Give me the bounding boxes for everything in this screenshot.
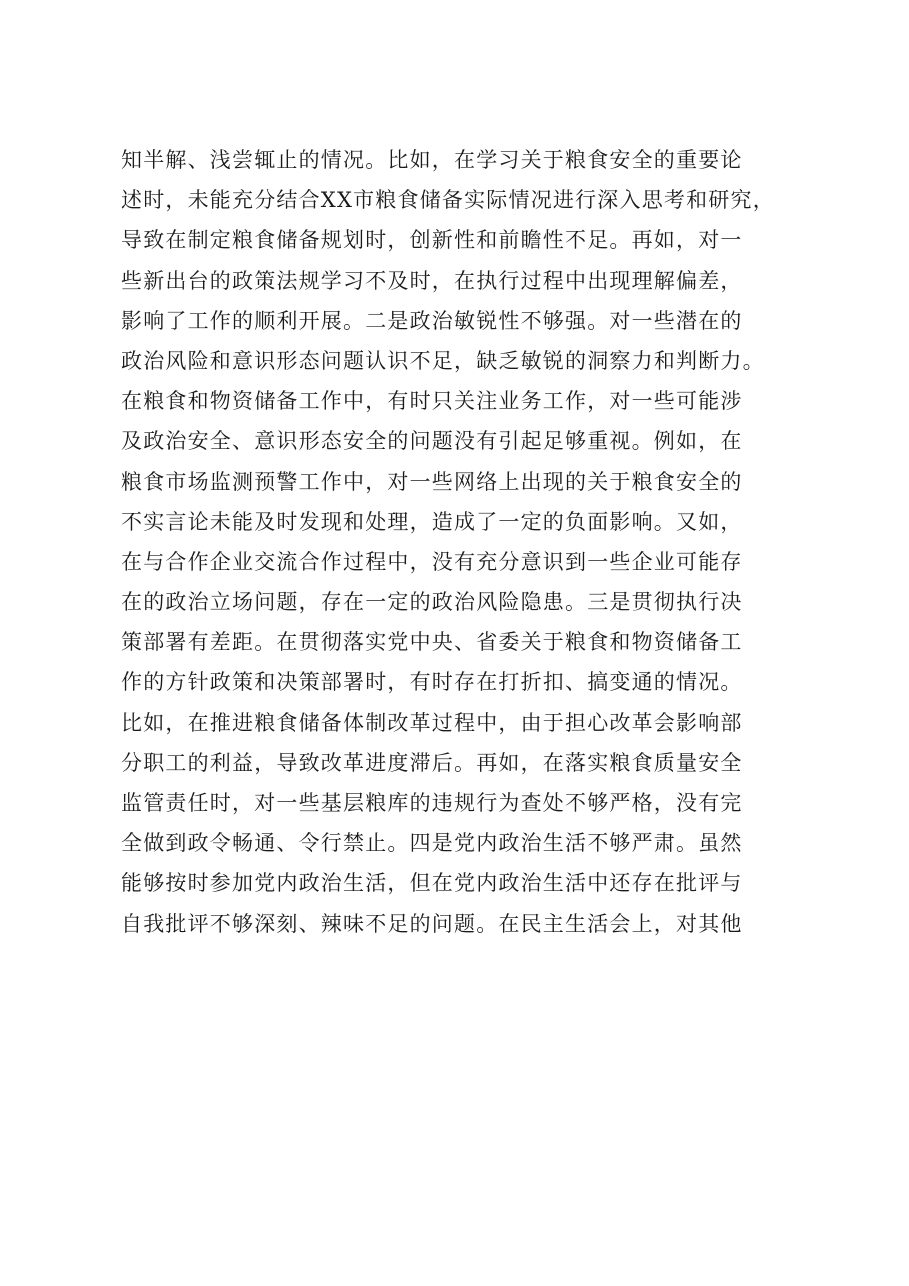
text-line: 知半解、浅尝辄止的情况。比如，在学习关于粮食安全的重要论 <box>121 148 743 172</box>
text-line: 粮食市场监测预警工作中，对一些网络上出现的关于粮食安全的 <box>121 469 743 494</box>
text-line: 比如，在推进粮食储备体制改革过程中，由于担心改革会影响部 <box>121 710 743 735</box>
text-line: 在的政治立场问题，存在一定的政治风险隐患。三是贯彻执行决 <box>121 590 743 615</box>
text-line: 分职工的利益，导致改革进度滞后。再如，在落实粮食质量安全 <box>121 750 743 775</box>
text-line: 策部署有差距。在贯彻落实党中央、省委关于粮食和物资储备工 <box>121 630 743 655</box>
text-line: 不实言论未能及时发现和处理，造成了一定的负面影响。又如， <box>121 509 743 534</box>
text-line: 监管责任时，对一些基层粮库的违规行为查处不够严格，没有完 <box>121 791 743 815</box>
text-line: 及政治安全、意识形态安全的问题没有引起足够重视。例如，在 <box>121 429 743 454</box>
text-line: 导致在制定粮食储备规划时，创新性和前瞻性不足。再如，对一 <box>121 228 743 253</box>
text-line: 全做到政令畅通、令行禁止。四是党内政治生活不够严肃。虽然 <box>121 831 743 856</box>
body-text <box>121 140 801 944</box>
text-line: 些新出台的政策法规学习不及时，在执行过程中出现理解偏差， <box>121 268 743 293</box>
text-line: 政治风险和意识形态问题认识不足，缺乏敏锐的洞察力和判断力。 <box>121 348 765 373</box>
text-line: 自我批评不够深刻、辣味不足的问题。在民主生活会上，对其他 <box>121 911 743 936</box>
text-line: 述时，未能充分结合XX市粮食储备实际情况进行深入思考和研究， <box>121 188 775 213</box>
text-line: 作的方针政策和决策部署时，有时存在打折扣、搞变通的情况。 <box>121 670 743 695</box>
text-line: 在粮食和物资储备工作中，有时只关注业务工作，对一些可能涉 <box>121 389 743 414</box>
text-line: 影响了工作的顺利开展。二是政治敏锐性不够强。对一些潜在的 <box>121 308 743 333</box>
text-line: 能够按时参加党内政治生活，但在党内政治生活中还存在批评与 <box>121 871 743 896</box>
text-line: 在与合作企业交流合作过程中，没有充分意识到一些企业可能存 <box>121 549 743 574</box>
